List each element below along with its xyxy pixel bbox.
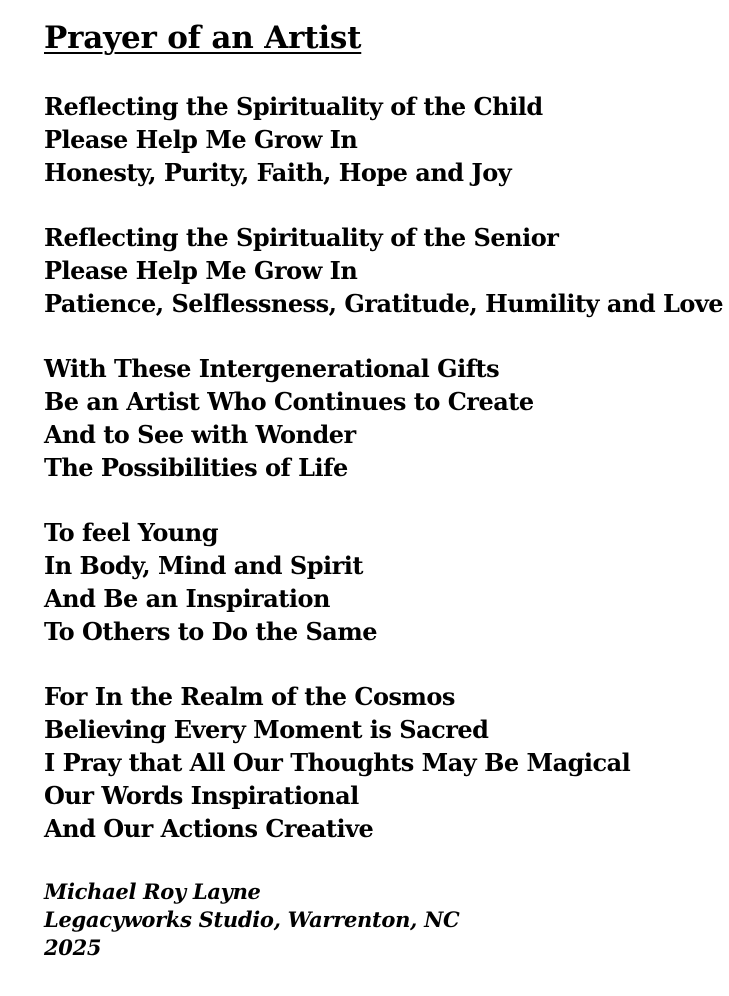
poem-line: In Body, Mind and Spirit [44,551,363,580]
poem-line: For In the Realm of the Cosmos [44,682,455,711]
studio-location: Legacyworks Studio, Warrenton, NC [44,907,460,932]
poem-line: Please Help Me Grow In [44,256,358,285]
poem-title: Prayer of an Artist [44,20,362,56]
poem-line: And to See with Wonder [44,420,356,449]
poem-line: To feel Young [44,518,219,547]
poem-line: Patience, Selflessness, Gratitude, Humility and Love [44,289,724,318]
stanza-1 [44,90,719,189]
stanza-3 [44,352,719,484]
author-name: Michael Roy Layne [44,879,261,904]
poem-line: To Others to Do the Same [44,617,378,646]
poem-line: And Be an Inspiration [44,584,330,613]
year: 2025 [44,935,102,960]
poem-line: Reflecting the Spirituality of the Child [44,92,543,121]
poem-line: Believing Every Moment is Sacred [44,715,489,744]
poem-line: Please Help Me Grow In [44,125,358,154]
stanza-4 [44,516,719,648]
signature-block [44,878,719,962]
stanza-5 [44,680,719,845]
poem-line: The Possibilities of Life [44,453,348,482]
poem-line: I Pray that All Our Thoughts May Be Magical [44,748,631,777]
poem-line: Reflecting the Spirituality of the Senior [44,223,559,252]
poem-line: Honesty, Purity, Faith, Hope and Joy [44,158,512,187]
stanza-2 [44,221,724,320]
poem-page [44,18,724,962]
poem-line: And Our Actions Creative [44,814,374,843]
poem-line: Our Words Inspirational [44,781,359,810]
poem-line: With These Intergenerational Gifts [44,354,500,383]
poem-line: Be an Artist Who Continues to Create [44,387,534,416]
